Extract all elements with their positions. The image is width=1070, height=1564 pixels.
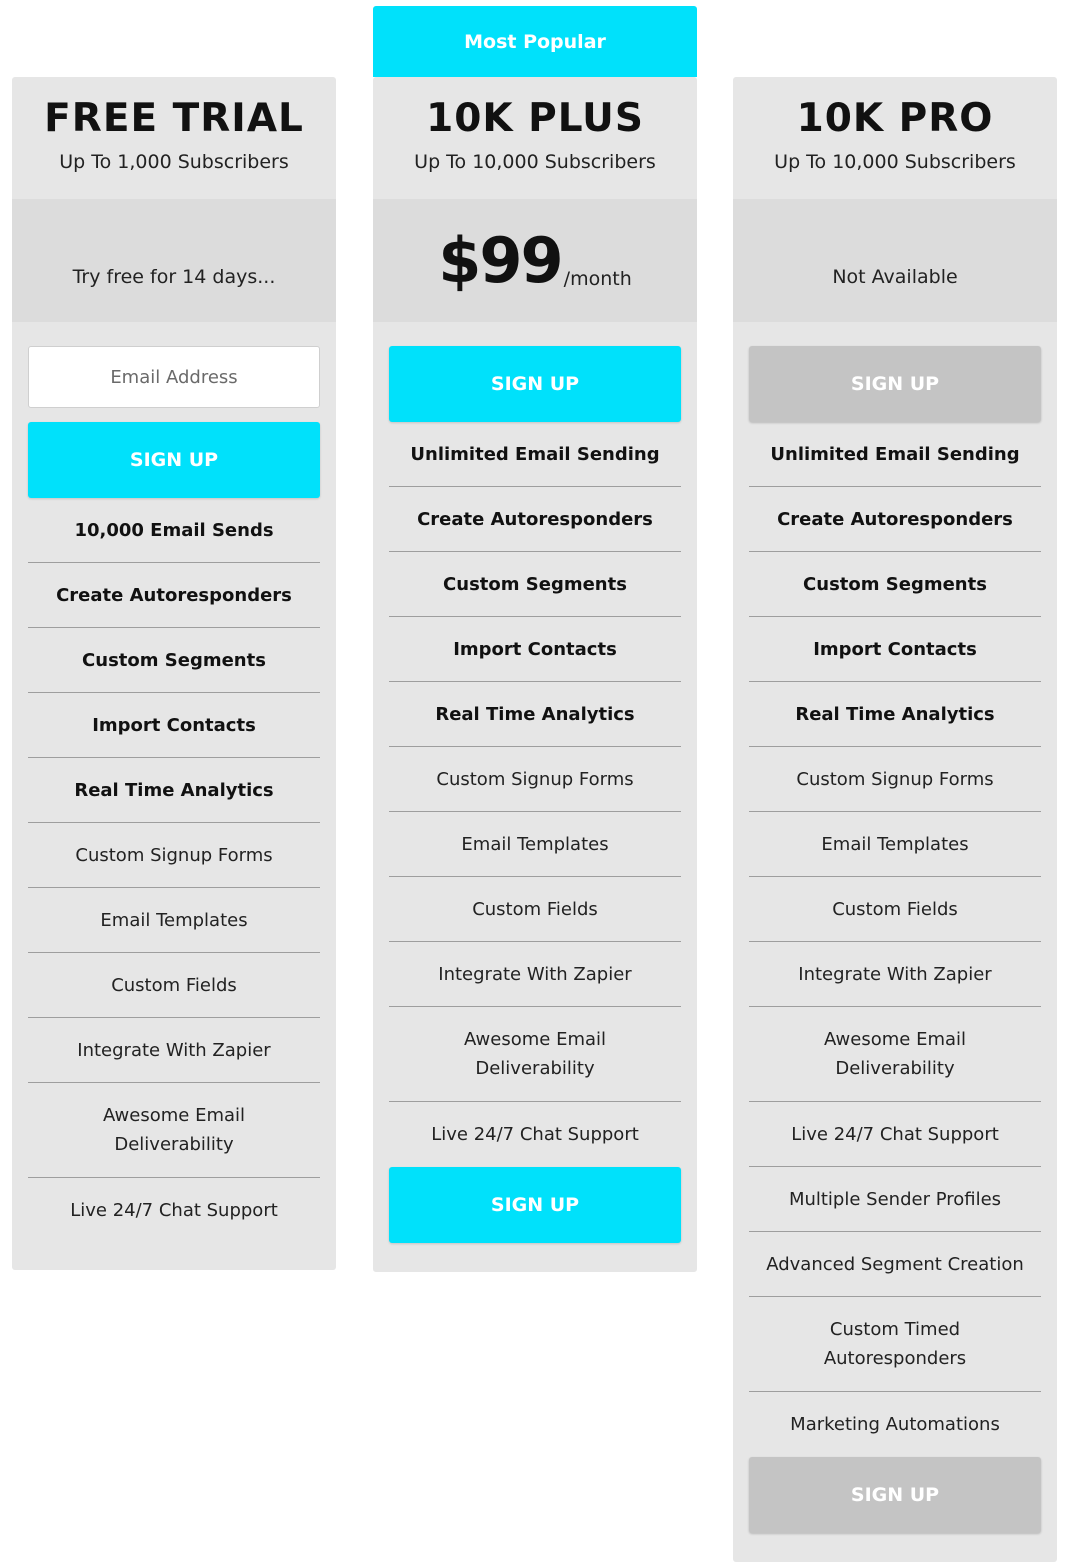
feature-item: Custom Fields: [389, 877, 681, 942]
plan-card-10k-plus: [373, 77, 697, 1272]
plan-body: [373, 322, 697, 1243]
plan-header: [733, 77, 1057, 199]
plan-body: [12, 322, 336, 1243]
price-amount: $99: [438, 223, 562, 297]
plan-header: [373, 77, 697, 199]
feature-item: Custom Signup Forms: [749, 747, 1041, 812]
sign-up-button-bottom[interactable]: SIGN UP: [389, 1167, 681, 1243]
feature-item: Import Contacts: [28, 693, 320, 758]
sign-up-button[interactable]: SIGN UP: [28, 422, 320, 498]
feature-item: Real Time Analytics: [389, 682, 681, 747]
price-band: [12, 199, 336, 322]
feature-item: Unlimited Email Sending: [389, 422, 681, 487]
feature-list: [749, 422, 1041, 1457]
price-band: [733, 199, 1057, 322]
plan-name: 10K PRO: [796, 96, 994, 141]
feature-item: Integrate With Zapier: [389, 942, 681, 1007]
price-note: Not Available: [832, 265, 958, 288]
feature-item: 10,000 Email Sends: [28, 498, 320, 563]
feature-item: Custom Fields: [749, 877, 1041, 942]
feature-list: [389, 422, 681, 1167]
plan-body: [733, 322, 1057, 1533]
feature-item: Custom Segments: [389, 552, 681, 617]
sign-up-button-bottom-disabled[interactable]: SIGN UP: [749, 1457, 1041, 1533]
feature-item: Real Time Analytics: [749, 682, 1041, 747]
feature-item: Email Templates: [28, 888, 320, 953]
feature-item: Custom Segments: [28, 628, 320, 693]
email-address-input[interactable]: [28, 346, 320, 408]
feature-item: Live 24/7 Chat Support: [70, 1200, 278, 1221]
feature-item: Custom Segments: [749, 552, 1041, 617]
feature-item: Create Autoresponders: [389, 487, 681, 552]
plan-card-10k-pro: [733, 77, 1057, 1562]
feature-item: Awesome Email Deliverability: [749, 1007, 1041, 1102]
feature-item: Unlimited Email Sending: [749, 422, 1041, 487]
feature-item: Integrate With Zapier: [28, 1018, 320, 1083]
feature-item: Multiple Sender Profiles: [749, 1167, 1041, 1232]
sign-up-button[interactable]: SIGN UP: [389, 346, 681, 422]
feature-item: Create Autoresponders: [749, 487, 1041, 552]
sign-up-button-disabled[interactable]: SIGN UP: [749, 346, 1041, 422]
feature-item: Import Contacts: [749, 617, 1041, 682]
plan-subscribers: Up To 10,000 Subscribers: [774, 151, 1016, 173]
feature-item: Create Autoresponders: [28, 563, 320, 628]
price-note: Try free for 14 days...: [72, 265, 276, 288]
feature-item: Real Time Analytics: [28, 758, 320, 823]
feature-item: Awesome Email Deliverability: [28, 1083, 320, 1178]
feature-item: Import Contacts: [389, 617, 681, 682]
price: [438, 223, 632, 297]
most-popular-badge: Most Popular: [373, 6, 697, 77]
plan-card-free-trial: [12, 77, 336, 1270]
feature-item: Email Templates: [749, 812, 1041, 877]
feature-item: Live 24/7 Chat Support: [749, 1102, 1041, 1167]
plan-name: 10K PLUS: [426, 96, 644, 141]
price-period: /month: [563, 267, 632, 290]
feature-item: Marketing Automations: [790, 1414, 1000, 1435]
feature-item: Live 24/7 Chat Support: [431, 1124, 639, 1145]
feature-item: Custom Signup Forms: [389, 747, 681, 812]
feature-list: [28, 498, 320, 1243]
feature-item: Awesome Email Deliverability: [389, 1007, 681, 1102]
feature-item: Advanced Segment Creation: [749, 1232, 1041, 1297]
feature-item: Custom Timed Autoresponders: [749, 1297, 1041, 1392]
feature-item: Custom Fields: [28, 953, 320, 1018]
plan-subscribers: Up To 1,000 Subscribers: [59, 151, 289, 173]
feature-item: Custom Signup Forms: [28, 823, 320, 888]
plan-header: [12, 77, 336, 199]
plan-name: FREE TRIAL: [44, 96, 304, 141]
feature-item: Email Templates: [389, 812, 681, 877]
price-band: [373, 199, 697, 322]
feature-item: Integrate With Zapier: [749, 942, 1041, 1007]
plan-subscribers: Up To 10,000 Subscribers: [414, 151, 656, 173]
